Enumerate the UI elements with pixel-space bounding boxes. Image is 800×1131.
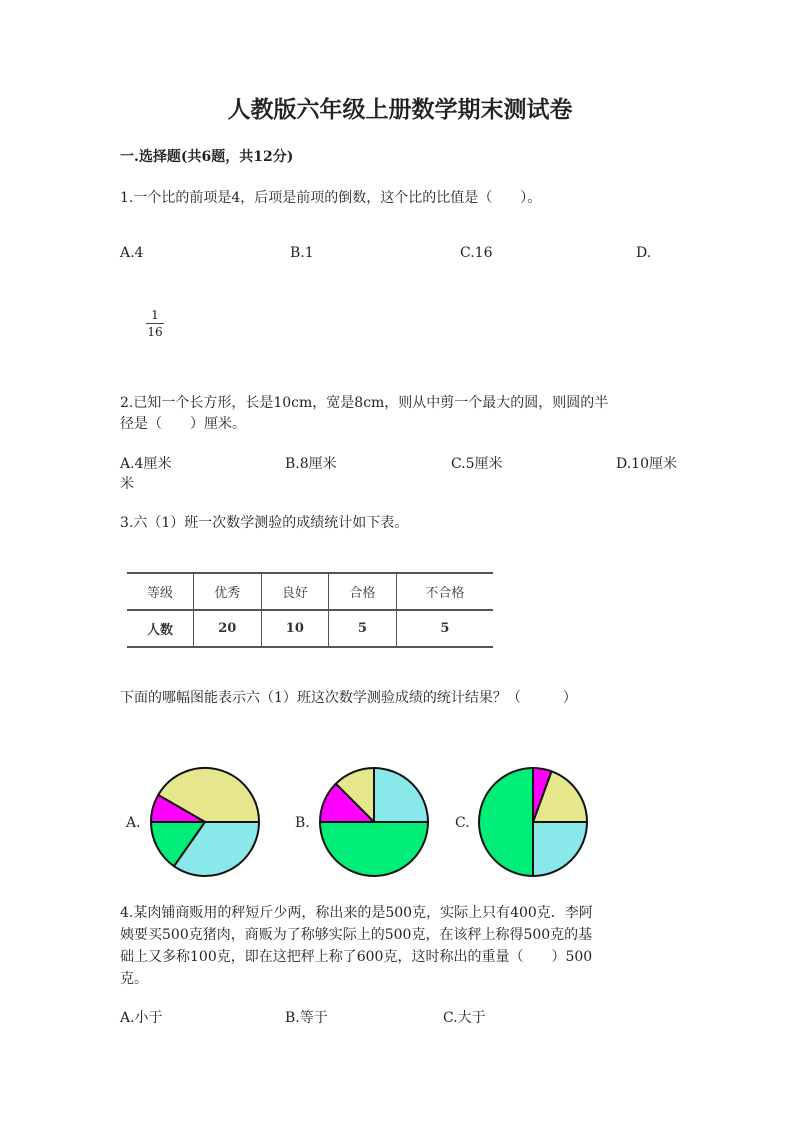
pie-slice bbox=[320, 822, 428, 876]
question-2-line2: 径是（ ）厘米。 bbox=[120, 416, 246, 432]
question-2-line1: 2.已知一个长方形，长是10cm，宽是8cm，则从中剪一个最大的圆，则圆的半 bbox=[120, 395, 609, 411]
pie-label-c: C. bbox=[455, 815, 470, 831]
q1-option-c: C.16 bbox=[460, 245, 493, 261]
table-cell: 等级 bbox=[127, 573, 193, 610]
table-cell: 人数 bbox=[127, 610, 193, 647]
pie-slice bbox=[533, 822, 587, 876]
pie-slice bbox=[479, 768, 533, 876]
q2-option-wrap: 米 bbox=[120, 476, 134, 492]
q4-option-a: A.小于 bbox=[120, 1010, 163, 1026]
table-cell: 20 bbox=[193, 610, 261, 647]
q2-option-c: C.5厘米 bbox=[451, 456, 503, 472]
q2-option-a: A.4厘米 bbox=[120, 456, 172, 472]
q1-option-d: D. bbox=[636, 245, 652, 261]
pie-label-b: B. bbox=[295, 815, 310, 831]
page-title: 人教版六年级上册数学期末测试卷 bbox=[227, 96, 573, 123]
pie-slice bbox=[374, 768, 428, 822]
question-4-line3: 础上又多称100克，即在这把秤上称了600克，这时称出的重量（ ）500 bbox=[120, 949, 593, 965]
table-cell: 5 bbox=[396, 610, 493, 647]
question-3: 3.六（1）班一次数学测验的成绩统计如下表。 bbox=[120, 515, 409, 531]
q4-option-b: B.等于 bbox=[285, 1010, 328, 1026]
table-cell: 良好 bbox=[261, 573, 329, 610]
question-1: 1.一个比的前项是4，后项是前项的倒数，这个比的比值是（ ）。 bbox=[120, 190, 542, 206]
question-3-prompt: 下面的哪幅图能表示六（1）班这次数学测验成绩的统计结果？（ ） bbox=[120, 690, 577, 706]
table-cell: 不合格 bbox=[396, 573, 493, 610]
table-cell: 10 bbox=[261, 610, 329, 647]
table-cell: 优秀 bbox=[193, 573, 261, 610]
numerator: 1 bbox=[151, 308, 159, 322]
section-heading: 一.选择题(共6题，共12分) bbox=[120, 149, 294, 165]
question-4-line2: 姨要买500克猪肉，商贩为了称够实际上的500克，在该秤上称得500克的基 bbox=[120, 927, 593, 943]
pie-label-a: A. bbox=[126, 815, 141, 831]
q2-option-d: D.10厘米 bbox=[616, 456, 677, 472]
table-cell: 合格 bbox=[329, 573, 397, 610]
question-4-line1: 4.某肉铺商贩用的秤短斤少两，称出来的是500克，实际上只有400克．李阿 bbox=[120, 905, 593, 921]
q1-option-a: A.4 bbox=[120, 245, 144, 261]
q2-option-b: B.8厘米 bbox=[285, 456, 337, 472]
q4-option-c: C.大于 bbox=[443, 1010, 486, 1026]
q1-option-b: B.1 bbox=[290, 245, 314, 261]
denominator: 16 bbox=[147, 325, 163, 339]
question-4-line4: 克。 bbox=[120, 971, 148, 987]
table-cell: 5 bbox=[329, 610, 397, 647]
